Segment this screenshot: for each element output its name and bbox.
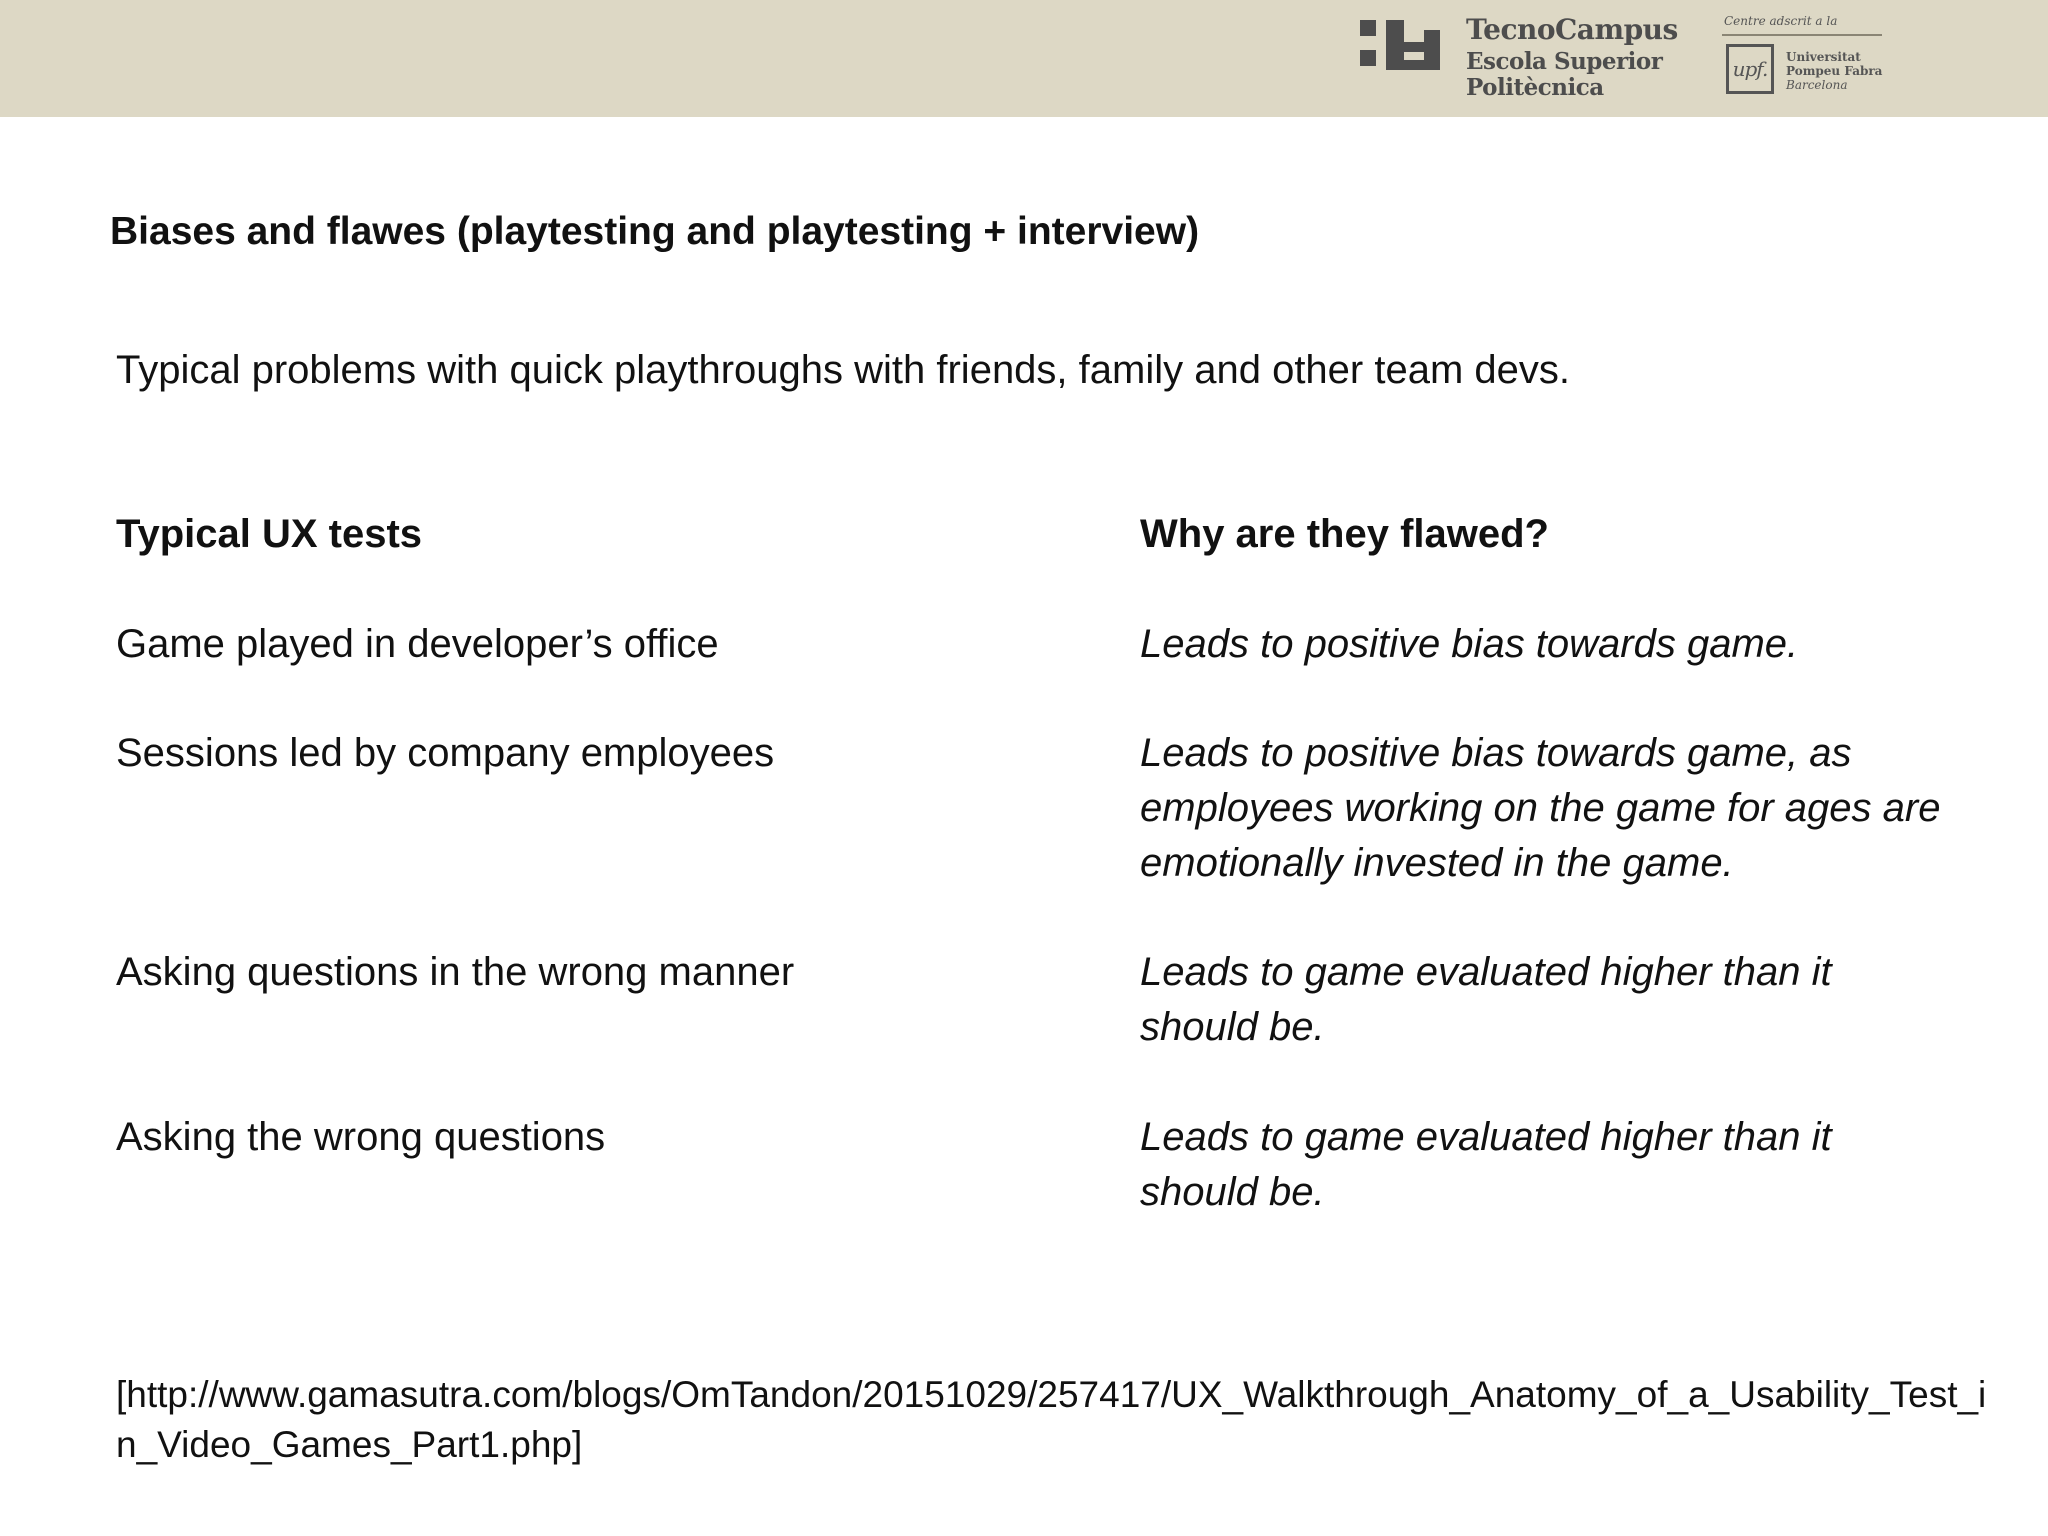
right-column-heading: Why are they flawed? <box>1140 512 1549 556</box>
flaw-cell: Leads to game evaluated higher than it should be. <box>1140 950 1832 1049</box>
reference-link: [http://www.gamasutra.com/blogs/OmTandon/20151029/257417/UX_Walkthrough_Anatomy_of_a_Usability_Test_in_Video_Games_Part1.php] <box>116 1374 1987 1465</box>
flaw-cell: Leads to positive bias towards game. <box>1140 622 1799 666</box>
upf-name-line2: Pompeu Fabra <box>1786 64 1883 78</box>
tecnocampus-name: TecnoCampus <box>1466 13 1678 46</box>
tecnocampus-school-line: Escola Superior <box>1466 48 1663 75</box>
test-cell: Game played in developer’s office <box>116 622 719 666</box>
test-cell: Sessions led by company employees <box>116 731 775 775</box>
intro-text: Typical problems with quick playthroughs with friends, family and other team devs. <box>116 348 1571 392</box>
upf-logo-icon <box>1726 44 1774 94</box>
upf-mark: upf. <box>1732 57 1768 81</box>
upf-wordmark <box>1786 50 1882 92</box>
upf-divider <box>1722 34 1882 36</box>
flaw-cell: Leads to game evaluated higher than it should be. <box>1140 1115 1832 1214</box>
upf-name-line3: Barcelona <box>1786 78 1848 92</box>
header-band <box>0 0 2048 117</box>
upf-name-line1: Universitat <box>1786 50 1861 64</box>
tecnocampus-logo-icon <box>1360 20 1448 76</box>
test-cell: Asking the wrong questions <box>116 1115 606 1159</box>
slide-title: Biases and flawes (playtesting and playtesting + interview) <box>110 210 1200 253</box>
test-cell: Asking questions in the wrong manner <box>116 950 795 994</box>
tecnocampus-school-line2: Politècnica <box>1466 74 1604 101</box>
flaw-cell: Leads to positive bias towards game, as employees working on the game for ages are emotionally invested in the game. <box>1140 731 1941 885</box>
tecnocampus-wordmark <box>1466 13 1678 101</box>
upf-caption: Centre adscrit a la <box>1724 14 1838 28</box>
left-column-heading: Typical UX tests <box>116 512 423 556</box>
